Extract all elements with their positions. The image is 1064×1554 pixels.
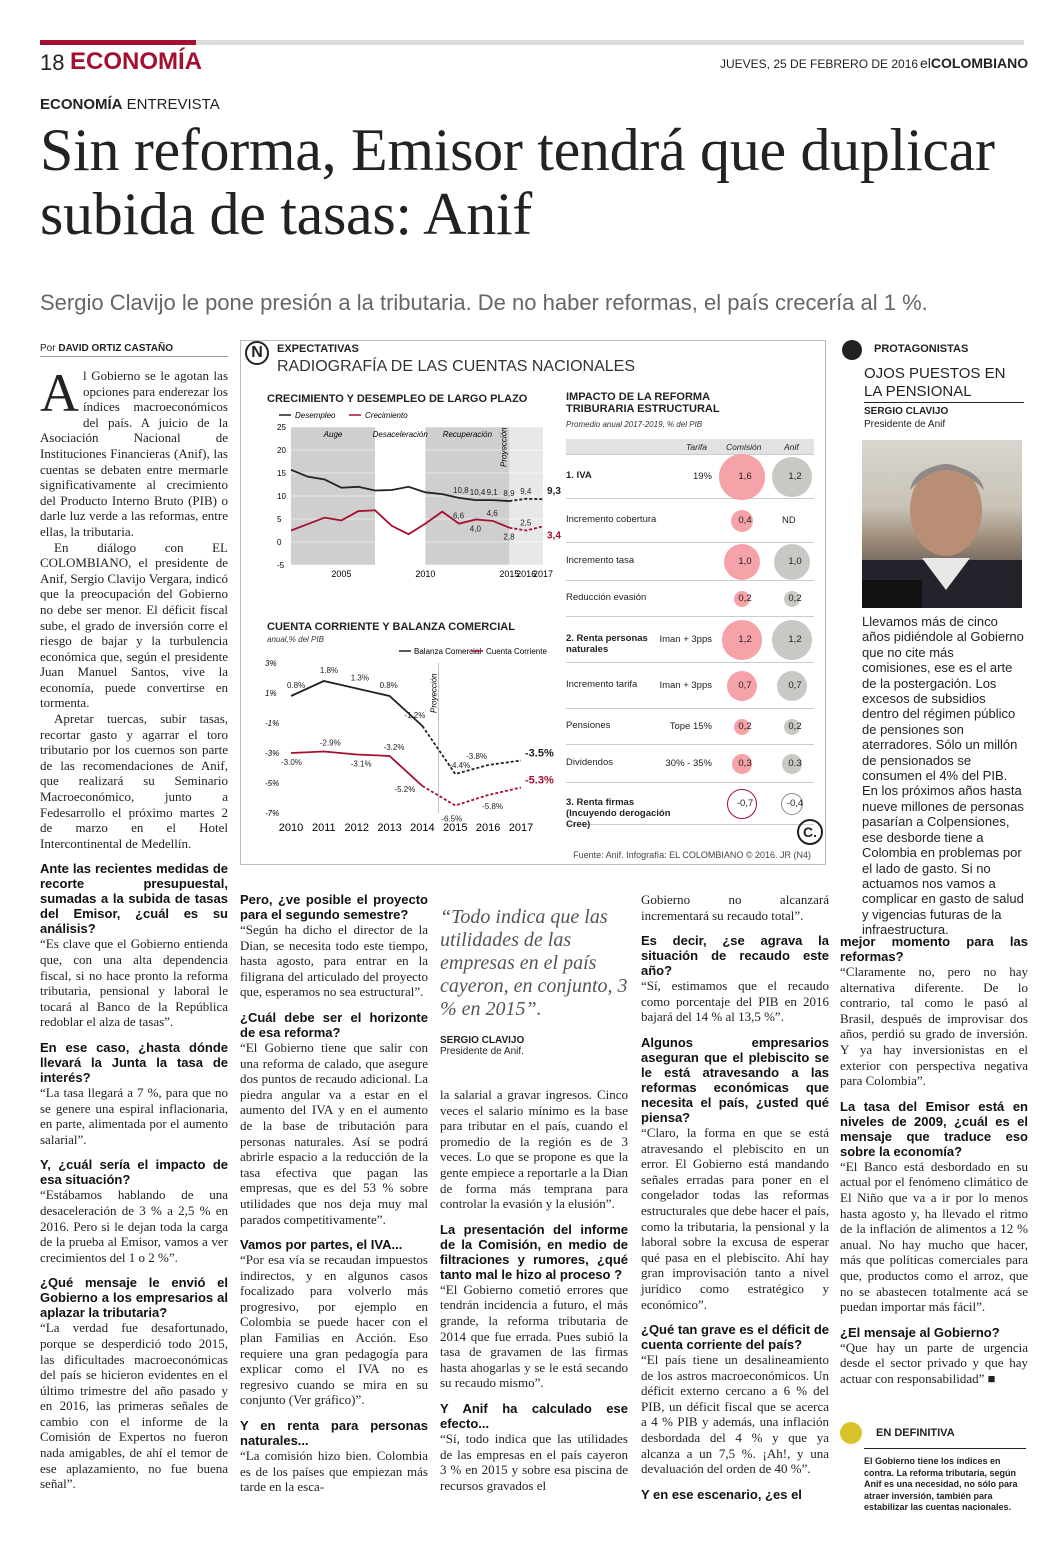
y-tick-label: 20 (277, 446, 286, 455)
table-row (566, 455, 814, 499)
person-role: Presidente de Anif (864, 419, 946, 430)
top-rule (40, 40, 1024, 45)
answer: “Que hay un parte de urgencia desde el sector privado y que hay actuar con responsabilidad” ■ (840, 1339, 1028, 1386)
protagonists-label: PROTAGONISTAS (874, 343, 969, 355)
question: Y en renta para personas naturales... (240, 1418, 428, 1449)
data-label: 4,0 (469, 524, 481, 534)
question: ¿El mensaje al Gobierno? (840, 1324, 1000, 1340)
headline: Sin reforma, Emisor tendrá que duplicar subida de tasas: Anif (40, 117, 995, 247)
row-label: 2. Renta personas naturales (566, 633, 648, 655)
band-label: Desaceleración (372, 430, 428, 439)
table-row (566, 617, 814, 663)
anif-value: 1,0 (788, 556, 802, 567)
column-header: Anif (784, 442, 799, 452)
person-name: SERGIO CLAVIJO (864, 406, 949, 417)
answer: “La verdad fue desafortunado, porque se desperdició todo 2015, las dificultades macroeconómicas del país se hicieron evidentes en el último trimestre del año pasado y en 2016, las primeras señales de cambio con el informe de la Comisión de Expertos no fueron nada amigables, de ahí el temor de ese aplazamiento, no fue buena señal”. (40, 1320, 228, 1492)
answer: “El país tiene un desalineamiento de los astros macroeconómicos. Un déficit externo cercano a 6 % del PIB, un déficit fiscal que se acerca a 4 % PIB y además, una inflación desbordada del 4 % y que ya alcanza a un 7,5 %. ¡Ah!, y una devaluación del orden de 40 %”. (641, 1352, 829, 1477)
data-label: 9,1 (486, 488, 498, 498)
comision-value: 1,2 (738, 634, 752, 645)
table-row (566, 709, 814, 745)
series-projection-0 (422, 726, 521, 774)
infographic-source: Fuente: Anif. Infografía: EL COLOMBIANO © 2016. JR (N4) (573, 850, 811, 860)
x-tick-label: 2010 (415, 569, 436, 579)
masthead: elCOLOMBIANO (920, 55, 1029, 71)
y-tick-label: -3% (265, 749, 280, 758)
x-tick-label: 2013 (377, 822, 402, 834)
row-tarifa: Tope 15% (669, 721, 712, 732)
table-row (566, 783, 814, 830)
data-label: -5.8% (482, 802, 504, 811)
pull-quote: “Todo indica que las utilidades de las empresas en el país cayeron, en conjunto, 3 % en 2015”. SERGIO CLAVIJO Presidente de Anif. (440, 906, 628, 1057)
protagonists-title: OJOS PUESTOS EN LA PENSIONAL (864, 365, 1006, 400)
question: Ante las recientes medidas de recorte presupuestal, sumadas a la subida de tasas del Emisor, ¿cuál es su análisis? (40, 861, 228, 937)
row-label: 1. IVA (566, 470, 592, 481)
y-tick-label: 3% (265, 659, 277, 668)
legend-label: Crecimiento (365, 411, 408, 420)
sidebar-quote: Llevamos más de cinco años pidiéndole al Gobierno que no cite más comisiones, ese es el arte de la postergación. Los excesos de subsidios dentro del régimen público de pensiones son aterradores. Sólo un millón de pensionados se consumen el 4% del PIB. En los próximos años hasta nueve millones de personas pasarían a Colpensiones, ese desborde tiene a Colombia en problemas por el lado de gasto. Si no actuamos nos vamos a complicar en gasto de salud y vigencias futuras de la infraestructura. (862, 614, 1024, 938)
row-label: Incremento tarifa (566, 679, 638, 690)
answer: “Estábamos hablando de una desaceleración de 3 % a 2,5 % en 2016. Pero si le dejan toda la carga de la prueba al Emisor, vamos a ver crecimientos del 1 o 2 %”. (40, 1187, 228, 1265)
table-header (566, 439, 814, 455)
row-tarifa: Iman + 3pps (659, 634, 712, 645)
table-subtitle: Promedio anual 2017-2019, % del PIB (566, 420, 703, 429)
chart2-title: CUENTA CORRIENTE Y BALANZA COMERCIAL (267, 621, 515, 633)
data-label: -3.5% (525, 747, 554, 760)
answer: “El Banco está desbordado en su actual por el fenómeno climático de El Niño que va a ir por lo menos hasta agosto y, ha llevado el ritmo de la inflación de alimentos a 12 % anual. No hay mucho que hacer, más que políticas comerciales para que, productos como el arroz, que no se abastecen totalmente acá se puedan importar más fácil”. (840, 1158, 1028, 1315)
question: mejor momento para las reformas? (840, 934, 1028, 964)
question: En ese caso, ¿hasta dónde llevará la Junta la tasa de interés? (40, 1039, 228, 1085)
column-5 (840, 934, 1028, 1386)
data-label: 9,4 (520, 486, 532, 496)
data-label: -4.4% (449, 761, 471, 770)
series-projection-1 (422, 786, 521, 806)
y-tick-label: 25 (277, 423, 286, 432)
question: ¿Cuál debe ser el horizonte de esa reforma? (240, 1009, 428, 1040)
x-tick-label: 2016 (475, 822, 501, 834)
y-tick-label: -1% (265, 719, 280, 728)
y-tick-label: 0 (277, 538, 282, 547)
projection-label: Proyección (499, 427, 509, 467)
data-label: 4,6 (486, 508, 498, 518)
projection-label: Proyección (429, 673, 439, 713)
data-label: 9,3 (547, 486, 561, 498)
legend-label: Desempleo (295, 411, 336, 420)
question: Y en ese escenario, ¿es el (641, 1486, 802, 1502)
x-tick-label: 2005 (331, 569, 352, 579)
row-tarifa: 19% (692, 471, 712, 482)
comision-value: 0,2 (738, 593, 752, 604)
row-label: Reducción evasión (566, 592, 647, 603)
data-label: 2,8 (503, 532, 515, 542)
anif-value: 0.3 (788, 758, 802, 769)
column-1: Al Gobierno se le agotan las opciones para enderezar los índices macroeconómicos del país. A juicio de la Asociación Nacional de Instituciones Financieras (Anif), las cuentas se debaten entre mermarle significativamente al crecimiento del Producto Interno Bruto (PIB) o darle luz verde a las reformas, entre ellas, la tributaria. En diálogo con EL COLOMBIANO, el presidente de Anif, Sergio Clavijo Vergara, indicó que la preocupación del Gobierno no debe ser menor. El déficit fiscal sube, el grado de inversión corre el riesgo de bajar y la turbulencia económica que, según el presidente Juan Manuel Santos, vive la economía, puede convertirse en tormenta. Apretar tuercas, subir tasas, recortar gasto y agarrar el toro tributario por los cuernos son parte de las recomendaciones de Anif, que realizará su Seminario Macroeconómico, junto a Fedesarrollo el próximo martes 2 de marzo en el Hotel Intercontinental de Medellín. Ante las recientes medidas de recorte presupuestal, sumadas a la subida de tasas del Emisor, ¿cuál es su análisis? “Es clave que el Gobierno entienda que, con una alta dependencia fiscal, si no hace pronto la reforma tributaria, pensional y laboral le tocará al Banco de la República redoblar el alza de tasas”. En ese caso, ¿hasta dónde llevará la Junta la tasa de interés? “La tasa llegará a 7 %, para que no se genere una espiral inflacionaria, en parte, alimentada por el aumento salarial”. Y, ¿cuál sería el impacto de esa situación? “Estábamos hablando de una desaceleración de 3 % a 2,5 % en 2016. Pero si le dejan toda la carga de la prueba al Emisor, vamos a ver crecimientos del 1 o 2 %”. ¿Qué mensaje le envió el Gobierno a los empresarios al aplazar la tributaria? “La verdad fue desafortunado, porque se desperdició todo 2015, las dificultades macroeconómicas del país se hicieron evidentes en el último trimestre del año pasado y en 2016, las primeras señales de cambio con el informe de la Comisión de Expertos no fueron nada amigables, de ahí el temor de ese aplazamiento, no fue buena señal”. (40, 363, 228, 1492)
brand-logo: C. (797, 819, 823, 845)
x-tick-label: 2015 (499, 569, 520, 579)
answer: “Claramente no, pero no hay alternativa diferente. De lo contrario, tal como le pasó al Brasil, después de improvisar dos años, perdió su grado de inversión. Y ya hay inversionistas en el exterior con perspectiva negativa para Colombia”. (840, 964, 1028, 1089)
anif-value: ND (782, 515, 796, 526)
current-account-chart (259, 641, 559, 841)
table-row (566, 663, 814, 709)
data-label: 1.8% (319, 666, 339, 675)
deck: Sergio Clavijo le pone presión a la tributaria. De no haber reformas, el país crecería al 1 %. (40, 290, 928, 315)
legend-label: Balanza Comercial (414, 647, 482, 656)
y-tick-label: 10 (277, 492, 286, 501)
data-label: 6,6 (453, 511, 465, 521)
question: Vamos por partes, el IVA... (240, 1237, 403, 1253)
page-number: 18 (40, 50, 65, 75)
summary-label: EN DEFINITIVA (876, 1427, 955, 1439)
x-tick-label: 2015 (443, 822, 468, 834)
column-header: Comisión (726, 442, 762, 452)
question: ¿Qué tan grave es el déficit de cuenta corriente del país? (641, 1322, 829, 1353)
data-label: -3.2% (383, 743, 405, 752)
summary-text: El Gobierno tiene los índices en contra. La reforma tributaria, según Anif es una necesidad, no sólo para atraer inversión, también para estabilizar las cuentas nacionales. (864, 1456, 1018, 1512)
question: Y Anif ha calculado ese efecto... (440, 1400, 628, 1431)
question: Algunos empresarios aseguran que el plebiscito se le está atravesando a las reformas económicas que necesita el país, ¿usted qué piensa? (641, 1034, 829, 1125)
answer: “Sí, estimamos que el recaudo como porcentaje del PIB en 2016 bajará del 14 % al 13,5 %”. (641, 978, 829, 1025)
data-label: 0.8% (287, 681, 306, 690)
portrait-illustration (862, 440, 1022, 608)
data-label: -6.5% (441, 814, 463, 824)
x-tick-label: 2016 (516, 569, 537, 579)
anif-value: 1,2 (788, 471, 802, 482)
anif-value: 0,2 (788, 721, 802, 732)
comision-value: -0,7 (736, 798, 754, 809)
table-row (566, 745, 814, 783)
question: ¿Qué mensaje le envió el Gobierno a los empresarios al aplazar la tributaria? (40, 1275, 228, 1321)
data-label: -1.2% (404, 711, 426, 720)
band-label: Recuperación (442, 430, 493, 439)
dateline: JUEVES, 25 DE FEBRERO DE 2016 (720, 57, 919, 71)
data-label: -5.3% (525, 774, 554, 787)
infographic (240, 340, 826, 865)
x-tick-label: 2012 (344, 822, 369, 834)
data-label: 10,8 (453, 485, 469, 495)
table-row (566, 581, 814, 617)
chart2-subtitle: anual,% del PIB (267, 635, 324, 644)
answer: “Sí, todo indica que las utilidades de las empresas en el país cayeron 3 % en 2015 y sobre esa piscina de recursos gravados el (440, 1430, 628, 1493)
data-label: -3.1% (350, 759, 372, 769)
comision-value: 0,4 (738, 515, 752, 526)
data-label: 10,4 (469, 488, 486, 498)
row-label: Incremento cobertura (566, 514, 657, 525)
answer: “La tasa llegará a 7 %, para que no se genere una espiral inflacionaria, en parte, alimentada por el aumento salarial”. (40, 1084, 228, 1147)
answer: “Es clave que el Gobierno entienda que, con una alta dependencia fiscal, si no hace pronto la reforma tributaria, pensional y laboral le tocará al Banco de la República redoblar el alza de tasas”. (40, 936, 228, 1030)
answer: “Claro, la forma en que se está atravesando el plebiscito en un error. El Gobierno está mandando señales erradas para poner en el congelador todas las reformas estructurales que debe hacer el país, como la tributaria, la pensional y la laboral sobre la excusa de esperar qué pasa en el plebiscito. Ahí hay gran improvisación tanto a nivel jurídico como estratégico y económico”. (641, 1124, 829, 1312)
comision-value: 0,2 (738, 721, 752, 732)
answer: “Por esa vía se recaudan impuestos indirectos, y en algunos casos focalizado para volverlo más progresivo, por ejemplo en Colombia se puede hacer con el plan Familias en Acción. Eso requiere una gran pedagogía para explicar como el IVA no es regresivo cuando se mira en su conjunto (Ver gráfico)”. (240, 1252, 428, 1408)
x-tick-label: 2014 (410, 822, 435, 834)
data-label: 1.3% (350, 673, 369, 683)
anif-value: 0,2 (788, 593, 802, 604)
comision-value: 1,6 (738, 471, 752, 482)
comision-value: 1,0 (738, 556, 752, 567)
column-4: Gobierno no alcanzará incrementará su recaudo total”. Es decir, ¿se agrava la situación de recaudo este año? “Sí, estimamos que el recaudo como porcentaje del PIB en 2016 bajará del 14 % al 13,5 %”. Algunos empresarios aseguran que el plebiscito se le está atravesando a las reformas económicas que necesita el país, ¿usted qué piensa? “Claro, la forma en que se está atravesando el plebiscito en un error. El Gobierno está mandando señales erradas para poner en el congelador todas las reformas estructurales que debe hacer el país, como la tributaria, la pensional y la laboral sobre la excusa de esperar qué pasa en el plebiscito. Ahí hay gran improvisación tanto a nivel jurídico como estratégico y económico”. ¿Qué tan grave es el déficit de cuenta corriente del país? “El país tiene un desalineamiento de los astros macroeconómicos. Un déficit externo cercano a 6 % del PIB, un déficit fiscal que se acerca a 4 % PIB y además, una inflación desbordada del 4 % y que ya alcanza a un 7,5 %. ¡Ah!, y una devaluación del orden de 40 %”. Y en ese escenario, ¿es el (641, 892, 829, 1502)
infographic-logo: N (245, 341, 269, 365)
row-label: 3. Renta firmas (Incuyendo derogación Cree) (566, 797, 671, 830)
person-icon (842, 340, 862, 360)
data-label: -5.2% (394, 785, 416, 794)
comision-value: 0,7 (738, 680, 752, 691)
answer: “La comisión hizo bien. Colombia es de los países que empiezan más tarde en la esca- (240, 1448, 428, 1495)
summary-icon (840, 1422, 862, 1444)
series-line-0 (291, 681, 422, 726)
section-name: ECONOMÍA (70, 48, 202, 75)
question: La tasa del Emisor está en niveles de 2009, ¿cuál es el mensaje que traduce eso sobre la economía? (840, 1098, 1028, 1159)
question: Y, ¿cuál sería el impacto de esa situación? (40, 1157, 228, 1188)
table-title: IMPACTO DE LA REFORMA TRIBURARIA ESTRUCTURAL (566, 391, 720, 415)
y-tick-label: -5 (277, 561, 285, 570)
band-label: Auge (323, 430, 343, 439)
kicker: ECONOMÍA ENTREVISTA (40, 96, 220, 113)
column-3: la salarial a gravar ingresos. Cinco veces el salario mínimo es la base para tributar en el país, cuando el promedio de la región es de 3 veces. Lo que se propone es que la gente empiece a reportarle a la Dian de forma más temprana para controlar la evasión y la elusión”. La presentación del informe de la Comisión, en medio de filtraciones y rumores, ¿qué tanto mal le hizo al proceso ? “El Gobierno cometió errores que tendrán incidencia a futuro, el más grande, la reforma tributaria de 2014 que fue errada. Pues subió la tasa de gravamen de las firmas hasta ahogarlas y se le está secando su recaudo mismo”. Y Anif ha calculado ese efecto... “Sí, todo indica que las utilidades de las empresas en el país cayeron 3 % en 2015 y sobre esa piscina de recursos gravados el (440, 1087, 628, 1493)
question: La presentación del informe de la Comisión, en medio de filtraciones y rumores, ¿qué tanto mal le hizo al proceso ? (440, 1221, 628, 1282)
column-2 (240, 892, 428, 1495)
anif-value: 1,2 (788, 634, 802, 645)
column-header: Tarifa (686, 442, 707, 452)
growth-unemployment-chart (261, 407, 561, 597)
series-line-1 (291, 752, 422, 787)
answer: “Según ha dicho el director de la Dian, se necesita todo este tiempo, hasta agosto, para entrar en la filigrana del articulado del proyecto que, esperamos no sea estructural”. (240, 922, 428, 1000)
data-label: 3,4 (547, 530, 561, 542)
row-tarifa: Iman + 3pps (659, 680, 712, 691)
question: Pero, ¿ve posible el proyecto para el segundo semestre? (240, 892, 428, 922)
portrait-photo (862, 440, 1022, 608)
y-tick-label: 1% (265, 689, 277, 698)
data-label: 8,9 (503, 489, 515, 499)
y-tick-label: -7% (265, 809, 280, 818)
y-tick-label: 15 (277, 469, 286, 478)
data-label: -2.9% (319, 738, 341, 748)
question: Es decir, ¿se agrava la situación de recaudo este año? (641, 933, 829, 979)
answer: “El Gobierno tiene que salir con una reforma de calado, que asegure dos puntos de recaudo adicional. La piedra angular va a estar en el aumento del IVA y en el aumento de la base de tributación para personas naturales. Así se podrá abrirle espacio a la reducción de la tasa efectiva que pagan las empresas, que es del 53 % sobre utilidades que nos deja muy mal parados competitivamente”. (240, 1039, 428, 1227)
x-tick-label: 2010 (278, 822, 304, 834)
row-label: Pensiones (566, 720, 611, 731)
data-label: -3.0% (281, 758, 302, 767)
row-tarifa: 30% - 35% (665, 758, 712, 769)
row-label: Incremento tasa (566, 555, 635, 566)
x-tick-label: 2017 (532, 569, 554, 579)
infographic-title: RADIOGRAFÍA DE LAS CUENTAS NACIONALES (277, 358, 636, 375)
y-tick-label: 5 (277, 515, 282, 524)
data-label: 0.8% (379, 681, 398, 690)
answer: “El Gobierno cometió errores que tendrán incidencia a futuro, el más grande, la reforma tributaria de 2014 que fue errada. Pues subió la tasa de gravamen de las firmas hasta ahogarlas y se le está secando su recaudo mismo”. (440, 1281, 628, 1391)
row-label: Dividendos (566, 757, 613, 768)
anif-value: -0,4 (786, 798, 804, 809)
chart1-title: CRECIMIENTO Y DESEMPLEO DE LARGO PLAZO (267, 393, 528, 405)
dropcap: A (40, 363, 79, 423)
table-row (566, 543, 814, 581)
data-label: -3.8% (466, 752, 488, 761)
x-tick-label: 2011 (312, 822, 336, 834)
table-row (566, 499, 814, 543)
byline: Por DAVID ORTIZ CASTAÑO (40, 343, 173, 354)
data-label: 2,5 (520, 518, 532, 528)
legend-label: Cuenta Corriente (486, 647, 547, 656)
comision-value: 0,3 (738, 758, 752, 769)
infographic-label: EXPECTATIVAS (277, 343, 359, 355)
anif-value: 0,7 (788, 680, 802, 691)
y-tick-label: -5% (265, 779, 280, 788)
x-tick-label: 2017 (508, 822, 534, 834)
